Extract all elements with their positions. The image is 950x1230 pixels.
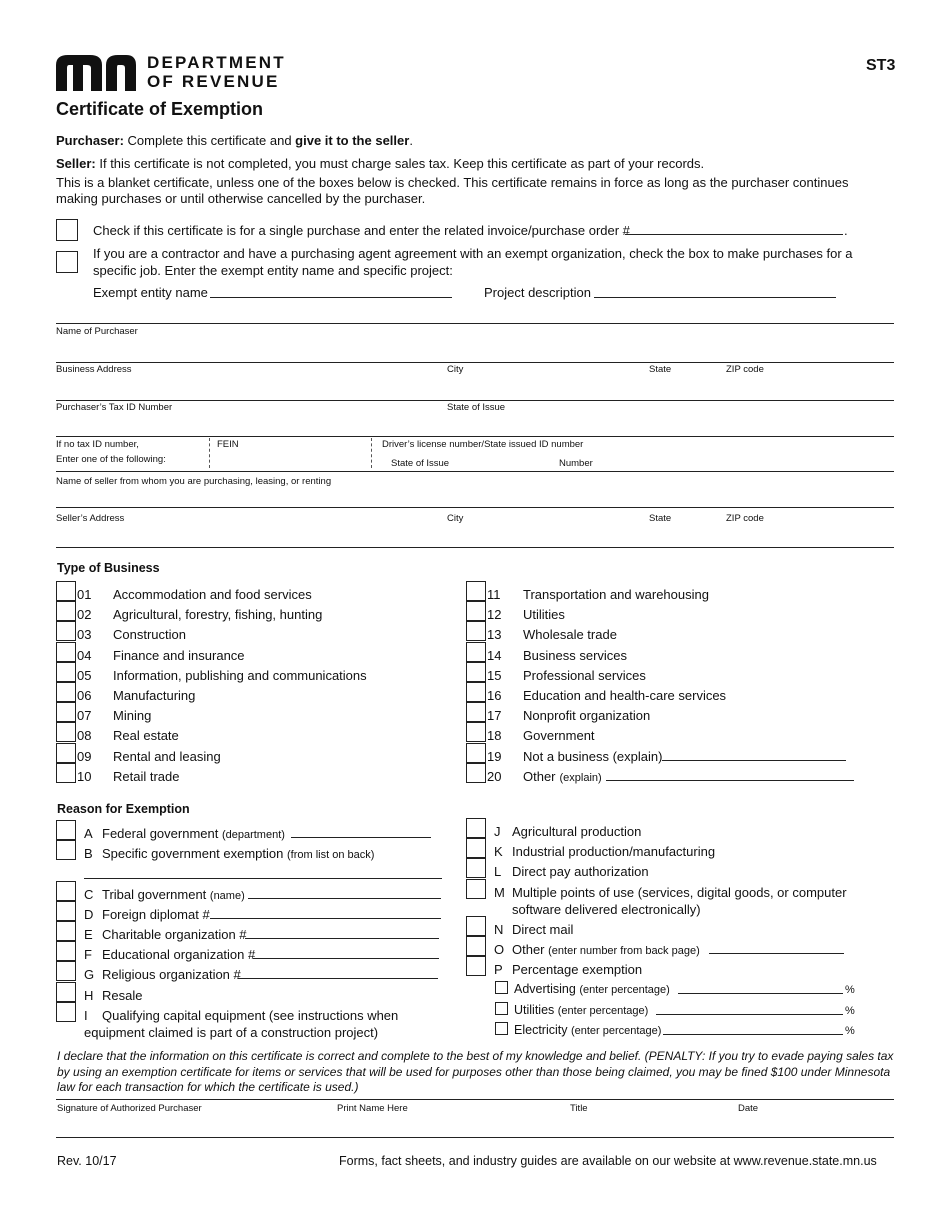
business-code: 11 [487, 587, 501, 602]
no-tax-id-label-1: If no tax ID number, [56, 439, 139, 450]
reason-b-label: Specific government exemption (from list on back) [102, 846, 375, 861]
signature-label: Signature of Authorized Purchaser [57, 1103, 202, 1114]
fein-label: FEIN [217, 439, 239, 450]
reason-c-line[interactable] [248, 898, 441, 899]
business-label: Business services [523, 647, 628, 663]
reason-a-checkbox[interactable] [56, 820, 76, 840]
reason-f-label: Educational organization # [102, 947, 256, 962]
reason-i-label: Qualifying capital equipment (see instructions when [102, 1008, 399, 1023]
business-label: Finance and insurance [113, 647, 245, 663]
reason-f-line[interactable] [253, 958, 439, 959]
business-13-checkbox[interactable] [466, 621, 486, 641]
business-type-heading: Type of Business [57, 561, 160, 575]
business-06-checkbox[interactable] [56, 682, 76, 702]
reason-b-line[interactable] [84, 878, 442, 879]
business-label: Manufacturing [113, 688, 196, 703]
reason-p-letter: P [494, 962, 503, 977]
single-purchase-checkbox[interactable] [56, 219, 78, 241]
divider [56, 507, 894, 508]
business-04-checkbox[interactable] [56, 642, 76, 662]
utilities-checkbox[interactable] [495, 1002, 508, 1015]
business-03-checkbox[interactable] [56, 621, 76, 641]
electricity-pct-line[interactable] [663, 1034, 843, 1035]
seller-name-label: Name of seller from whom you are purchasing, leasing, or renting [56, 476, 332, 487]
business-code: 06 [77, 688, 92, 703]
business-label: Wholesale trade [523, 627, 617, 643]
reason-n-checkbox[interactable] [466, 916, 486, 936]
reason-o-label: Other (enter number from back page) [512, 942, 700, 957]
divider [56, 400, 894, 401]
reason-e-label: Charitable organization # [102, 927, 247, 942]
single-purchase-label: Check if this certificate is for a single purchase and enter the related invoice/purchase order # [93, 223, 630, 238]
dashed-divider [371, 438, 372, 468]
pct-sign: % [845, 984, 855, 996]
dl-state-label: State of Issue [391, 458, 450, 469]
exempt-entity-label: Exempt entity name [93, 285, 208, 300]
project-desc-label: Project description [484, 285, 591, 300]
business-01-checkbox[interactable] [56, 581, 76, 601]
no-tax-id-label-2: Enter one of the following: [56, 454, 166, 465]
reason-c-label: Tribal government (name) [102, 887, 245, 902]
divider [56, 323, 894, 324]
reason-o-letter: O [494, 942, 505, 957]
city-label: City [447, 364, 464, 375]
reason-g-line[interactable] [238, 978, 438, 979]
reason-a-label: Federal government (department) [102, 826, 285, 841]
business-code: 20 [487, 768, 502, 784]
business-code: 03 [77, 627, 92, 643]
business-label: Not a business (explain) [523, 748, 663, 764]
business-19-checkbox[interactable] [466, 743, 486, 763]
business-label: Agricultural, forestry, fishing, hunting [113, 607, 323, 623]
business-code: 18 [487, 728, 502, 744]
reason-i-label-2: equipment claimed is part of a construction project) [84, 1025, 379, 1040]
dashed-divider [209, 438, 210, 468]
form-code: ST3 [866, 57, 896, 74]
business-label: Nonprofit organization [523, 708, 651, 724]
business-code: 15 [487, 667, 502, 683]
advertising-checkbox[interactable] [495, 981, 508, 994]
business-code: 19 [487, 748, 502, 764]
business-10-checkbox[interactable] [56, 763, 76, 783]
reason-j-checkbox[interactable] [466, 818, 486, 838]
reason-i-checkbox[interactable] [56, 1002, 76, 1022]
business-code: 12 [487, 607, 502, 623]
reason-j-label: Agricultural production [512, 824, 642, 839]
business-label: Other (explain) [523, 768, 602, 784]
business-label: Accommodation and food services [113, 587, 312, 602]
state-of-issue-label: State of Issue [447, 402, 506, 413]
dl-label: Driver’s license number/State issued ID number [382, 439, 584, 450]
business-label: Information, publishing and communications [113, 667, 367, 683]
mn-logo-icon [56, 55, 136, 91]
reason-e-letter: E [84, 927, 93, 942]
business-14-checkbox[interactable] [466, 642, 486, 662]
business-12-checkbox[interactable] [466, 601, 486, 621]
divider [56, 547, 894, 548]
business-05-checkbox[interactable] [56, 662, 76, 682]
business-label: Professional services [523, 667, 646, 683]
business-label: Retail trade [113, 768, 180, 784]
zip-label: ZIP code [726, 364, 764, 375]
reason-f-letter: F [84, 947, 92, 962]
footer-website: Forms, fact sheets, and industry guides are available on our website at www.revenue.state.mn.us [339, 1154, 877, 1168]
business-label: Mining [113, 708, 152, 724]
divider [56, 1137, 894, 1138]
contractor-label: If you are a contractor and have a purchasing agent agreement with an exempt organization, check the box to make purchases for a specific job. Enter the exempt entity name and specific project: [93, 246, 853, 278]
business-label: Construction [113, 627, 186, 643]
reason-o-checkbox[interactable] [466, 936, 486, 956]
reason-d-letter: D [84, 907, 94, 922]
reason-heading: Reason for Exemption [57, 802, 190, 816]
business-16-checkbox[interactable] [466, 682, 486, 702]
business-15-checkbox[interactable] [466, 662, 486, 682]
reason-c-checkbox[interactable] [56, 881, 76, 901]
seller-city-label: City [447, 513, 464, 524]
tax-id-label: Purchaser’s Tax ID Number [56, 402, 173, 413]
business-code: 05 [77, 667, 92, 683]
business-code: 01 [77, 587, 92, 602]
business-07-checkbox[interactable] [56, 702, 76, 722]
dl-number-label: Number [559, 458, 593, 469]
business-code: 02 [77, 607, 92, 623]
page-title: Certificate of Exemption [56, 99, 264, 119]
business-17-checkbox[interactable] [466, 702, 486, 722]
dept-name-line1: DEPARTMENT [147, 53, 286, 72]
name-of-purchaser-label: Name of Purchaser [56, 326, 138, 337]
exempt-entity-line[interactable] [210, 297, 452, 298]
reason-d-line[interactable] [210, 918, 441, 919]
reason-c-letter: C [84, 887, 94, 902]
seller-address-label: Seller’s Address [56, 513, 125, 524]
reason-l-letter: L [494, 864, 502, 879]
business-20-checkbox[interactable] [466, 763, 486, 783]
business-code: 10 [77, 768, 92, 784]
business-09-checkbox[interactable] [56, 743, 76, 763]
reason-i-letter: I [84, 1008, 88, 1023]
project-desc-line[interactable] [594, 297, 836, 298]
electricity-checkbox[interactable] [495, 1022, 508, 1035]
reason-b-checkbox[interactable] [56, 840, 76, 860]
print-name-label: Print Name Here [337, 1103, 408, 1114]
reason-k-label: Industrial production/manufacturing [512, 844, 716, 859]
business-02-checkbox[interactable] [56, 601, 76, 621]
business-code: 08 [77, 728, 92, 744]
reason-l-checkbox[interactable] [466, 858, 486, 878]
reason-o-line[interactable] [709, 953, 844, 954]
reason-m-label-2: software delivered electronically) [512, 902, 701, 917]
divider [56, 471, 894, 472]
business-label: Rental and leasing [113, 748, 221, 764]
business-label: Education and health-care services [523, 688, 727, 703]
business-code: 13 [487, 627, 502, 643]
business-code: 04 [77, 647, 92, 663]
business-20-explain-line[interactable] [606, 780, 854, 781]
reason-m-letter: M [494, 885, 505, 900]
business-label: Government [523, 728, 595, 744]
advertising-label: Advertising (enter percentage) [514, 982, 670, 996]
reason-j-letter: J [494, 824, 501, 839]
reason-a-line[interactable] [291, 837, 431, 838]
invoice-number-line[interactable] [625, 234, 843, 235]
seller-instruction: Seller: If this certificate is not completed, you must charge sales tax. Keep this certificate as part of your records. [56, 156, 705, 171]
divider [56, 1099, 894, 1100]
business-code: 07 [77, 708, 92, 724]
title-label: Title [570, 1103, 588, 1114]
utilities-label: Utilities (enter percentage) [514, 1003, 649, 1017]
reason-n-label: Direct mail [512, 922, 574, 937]
business-08-checkbox[interactable] [56, 722, 76, 742]
reason-e-checkbox[interactable] [56, 921, 76, 941]
reason-p-checkbox[interactable] [466, 956, 486, 976]
reason-e-line[interactable] [245, 938, 439, 939]
business-18-checkbox[interactable] [466, 722, 486, 742]
reason-d-checkbox[interactable] [56, 901, 76, 921]
reason-g-checkbox[interactable] [56, 961, 76, 981]
utilities-pct-line[interactable] [656, 1014, 843, 1015]
blanket-text: This is a blanket certificate, unless one of the boxes below is checked. This certificate remains in force as long as the purchaser continues making purchases or until otherwise cancelled by the purchaser. [56, 175, 849, 206]
reason-b-letter: B [84, 846, 93, 861]
reason-h-letter: H [84, 988, 94, 1003]
business-label: Transportation and warehousing [523, 587, 709, 602]
reason-k-checkbox[interactable] [466, 838, 486, 858]
electricity-label: Electricity (enter percentage) [514, 1023, 662, 1037]
reason-m-label: Multiple points of use (services, digital goods, or computer [512, 885, 847, 900]
pct-sign: % [845, 1025, 855, 1037]
business-code: 09 [77, 748, 92, 764]
reason-l-label: Direct pay authorization [512, 864, 649, 879]
business-address-label: Business Address [56, 364, 132, 375]
divider [56, 436, 894, 437]
reason-n-letter: N [494, 922, 504, 937]
declaration-text: I declare that the information on this certificate is correct and complete to the best of my knowledge and belief. (PENALTY: If you try to evade paying sales tax by using an exemption certificate for items or services that will be used for purposes other than those being claimed, you may be fined $100 under Minnesota law for each transaction for which the certificate is used.) [57, 1049, 894, 1094]
reason-g-label: Religious organization # [102, 967, 241, 982]
date-label: Date [738, 1103, 759, 1114]
reason-h-checkbox[interactable] [56, 982, 76, 1002]
revision: Rev. 10/17 [57, 1154, 117, 1168]
business-19-explain-line[interactable] [662, 760, 846, 761]
reason-a-letter: A [84, 826, 93, 841]
purchaser-instruction: Purchaser: Complete this certificate and give it to the seller. [56, 133, 413, 148]
business-code: 17 [487, 708, 502, 724]
seller-state-label: State [649, 513, 672, 524]
business-label: Real estate [113, 728, 179, 744]
contractor-checkbox[interactable] [56, 251, 78, 273]
reason-p-label: Percentage exemption [512, 962, 643, 977]
divider [56, 362, 894, 363]
reason-f-checkbox[interactable] [56, 941, 76, 961]
business-code: 16 [487, 688, 502, 703]
reason-k-letter: K [494, 844, 503, 859]
reason-m-checkbox[interactable] [466, 879, 486, 899]
reason-d-label: Foreign diplomat # [102, 907, 210, 922]
state-label: State [649, 364, 672, 375]
single-purchase-end: . [844, 223, 848, 238]
dept-name-line2: OF REVENUE [147, 72, 280, 91]
reason-h-label: Resale [102, 988, 143, 1003]
reason-g-letter: G [84, 967, 95, 982]
pct-sign: % [845, 1005, 855, 1017]
seller-zip-label: ZIP code [726, 513, 764, 524]
business-label: Utilities [523, 607, 565, 623]
advertising-pct-line[interactable] [678, 993, 843, 994]
business-11-checkbox[interactable] [466, 581, 486, 601]
business-code: 14 [487, 647, 502, 663]
